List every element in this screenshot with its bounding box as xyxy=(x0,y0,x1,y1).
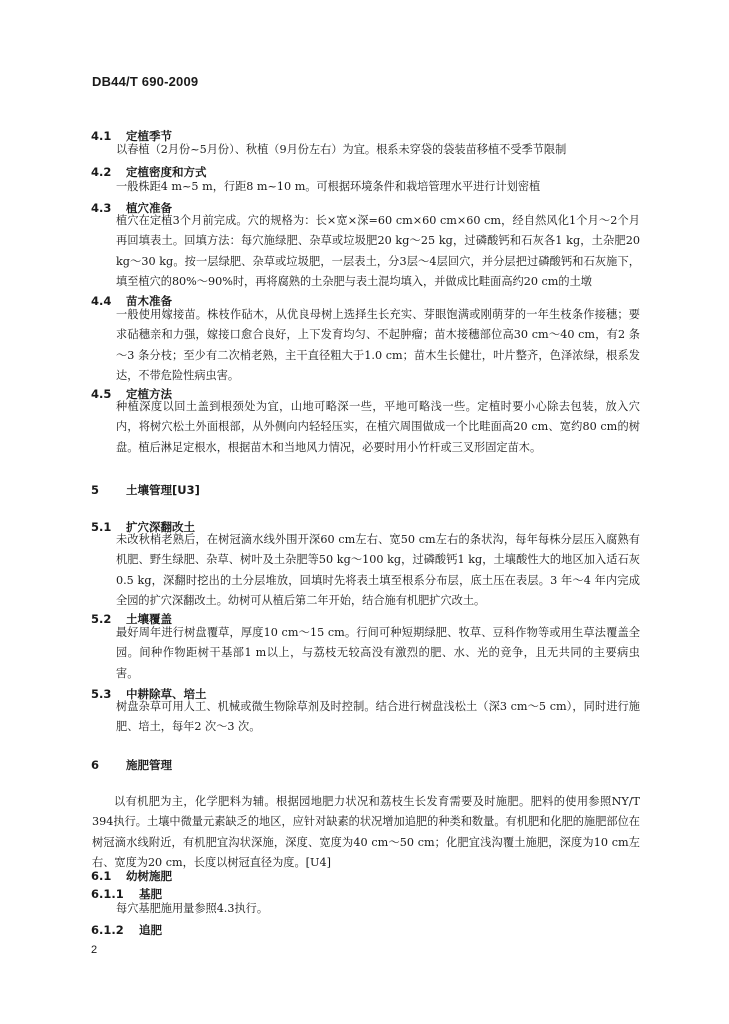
paragraph-4-4: 一般使用嫁接苗。株枝作砧木，从优良母树上选择生长充实、芽眼饱满或刚萌芽的一年生枝条作接穗；要求砧穗亲和力强，嫁接口愈合良好，上下发育均匀、不起肿瘤；苗木接穗部位高30 cm～40 cm，有2 条～3 条分枝；至少有二次梢老熟，主干直径粗大于1.0 cm；苗木生长健壮，叶片整齐，色泽浓绿，根系发达，不带危险性病虫害。 xyxy=(116,308,640,382)
section-number: 6.1 xyxy=(91,869,112,883)
document-code: DB44/T 690-2009 xyxy=(92,74,199,89)
section-number: 4.1 xyxy=(91,129,112,143)
page-number: 2 xyxy=(91,944,98,956)
section-title: 定植方法 xyxy=(126,387,172,401)
chapter-title: 土壤管理[U3] xyxy=(126,483,200,497)
section-title: 定植季节 xyxy=(126,129,172,143)
paragraph-5-2: 最好周年进行树盘覆草，厚度10 cm～15 cm。行间可种短期绿肥、牧草、豆科作物等或用生草法覆盖全园。间种作物距树干基部1 m以上，与荔枝无较高没有激烈的肥、水、光的竞争，且无共同的主要病虫害。 xyxy=(116,626,640,680)
chapter-number: 6 xyxy=(91,758,100,772)
section-number: 4.2 xyxy=(91,165,112,179)
section-title: 扩穴深翻改土 xyxy=(126,520,195,534)
paragraph-5-3: 树盘杂草可用人工、机械或微生物除草剂及时控制。结合进行树盘浅松土（深3 cm～5 cm），同时进行施肥、培土，每年2 次～3 次。 xyxy=(116,700,640,734)
chapter-heading-6 xyxy=(91,757,172,773)
section-number: 5.3 xyxy=(91,687,112,701)
section-title: 植穴准备 xyxy=(126,201,172,215)
section-heading-6-1-2 xyxy=(91,922,162,938)
section-number: 5.2 xyxy=(91,612,112,626)
section-title: 苗木准备 xyxy=(126,294,172,308)
section-number: 5.1 xyxy=(91,520,112,534)
section-title: 土壤覆盖 xyxy=(126,612,172,626)
chapter-heading-5 xyxy=(91,482,200,498)
paragraph-4-2: 一般株距4 m~5 m，行距8 m~10 m。可根据环境条件和栽培管理水平进行计划密植 xyxy=(116,180,541,193)
section-number: 6.1.1 xyxy=(91,887,124,901)
paragraph-4-5: 种植深度以回土盖到根颈处为宜，山地可略深一些，平地可略浅一些。定植时要小心除去包装，放入穴内，将树穴松土外面根部，从外侧向内轻轻压实，在植穴周围做成一个比畦面高20 cm、宽约80 cm的树盘。植后淋足定根水，根据苗木和当地风力情况，必要时用小竹杆或三叉形固定苗木。 xyxy=(116,400,640,454)
section-number: 4.4 xyxy=(91,294,112,308)
section-number: 6.1.2 xyxy=(91,923,124,937)
section-number: 4.5 xyxy=(91,387,112,401)
chapter-title: 施肥管理 xyxy=(126,758,172,772)
chapter-number: 5 xyxy=(91,483,100,497)
section-title: 基肥 xyxy=(139,887,162,901)
paragraph-5-1: 未改秋梢老熟后，在树冠滴水线外围开深60 cm左右、宽50 cm左右的条状沟，每年每株分层压入腐熟有机肥、野生绿肥、杂草、树叶及土杂肥等50 kg～100 kg，过磷酸钙1 kg，土壤酸性大的地区加入适石灰0.5 kg，深翻时挖出的土分层堆放，回填时先将表土填至根系分布层，底土压在表层。3 年～4 年内完成全园的扩穴深翻改土。幼树可从植后第二年开始，结合施有机肥扩穴改土。 xyxy=(116,533,640,607)
section-title: 中耕除草、培土 xyxy=(126,687,207,701)
section-title: 幼树施肥 xyxy=(126,869,172,883)
section-number: 4.3 xyxy=(91,201,112,215)
section-title: 定植密度和方式 xyxy=(126,165,207,179)
section-heading-6-1 xyxy=(91,868,172,884)
paragraph-6-1-1: 每穴基肥施用量参照4.3执行。 xyxy=(116,902,269,915)
paragraph-6: 以有机肥为主，化学肥料为辅。根据园地肥力状况和荔枝生长发育需要及时施肥。肥料的使用参照NY/T 394执行。土壤中微量元素缺乏的地区，应针对缺素的状况增加追肥的种类和数量。有机肥和化肥的施肥部位在树冠滴水线附近，有机肥宜沟状深施，深度、宽度为40 cm～50 cm；化肥宜浅沟覆土施肥，深度为10 cm左右、宽度为20 cm，长度以树冠直径为度。[U4] xyxy=(92,795,640,869)
paragraph-4-1: 以春植（2月份~5月份）、秋植（9月份左右）为宜。根系未穿袋的袋装苗移植不受季节限制 xyxy=(116,143,567,156)
section-title: 追肥 xyxy=(139,923,162,937)
paragraph-4-3: 植穴在定植3个月前完成。穴的规格为：长×宽×深=60 cm×60 cm×60 cm，经自然风化1个月～2个月再回填表土。回填方法：每穴施绿肥、杂草或垃圾肥20 kg～25 kg，过磷酸钙和石灰各1 kg，土杂肥20 kg～30 kg。按一层绿肥、杂草或垃圾肥，一层表土，分3层～4层回穴，并分层把过磷酸钙和石灰施下，填至植穴的80%～90%时，再将腐熟的土杂肥与表土混均填入，并做成比畦面高约20 cm的土墩 xyxy=(116,214,640,288)
